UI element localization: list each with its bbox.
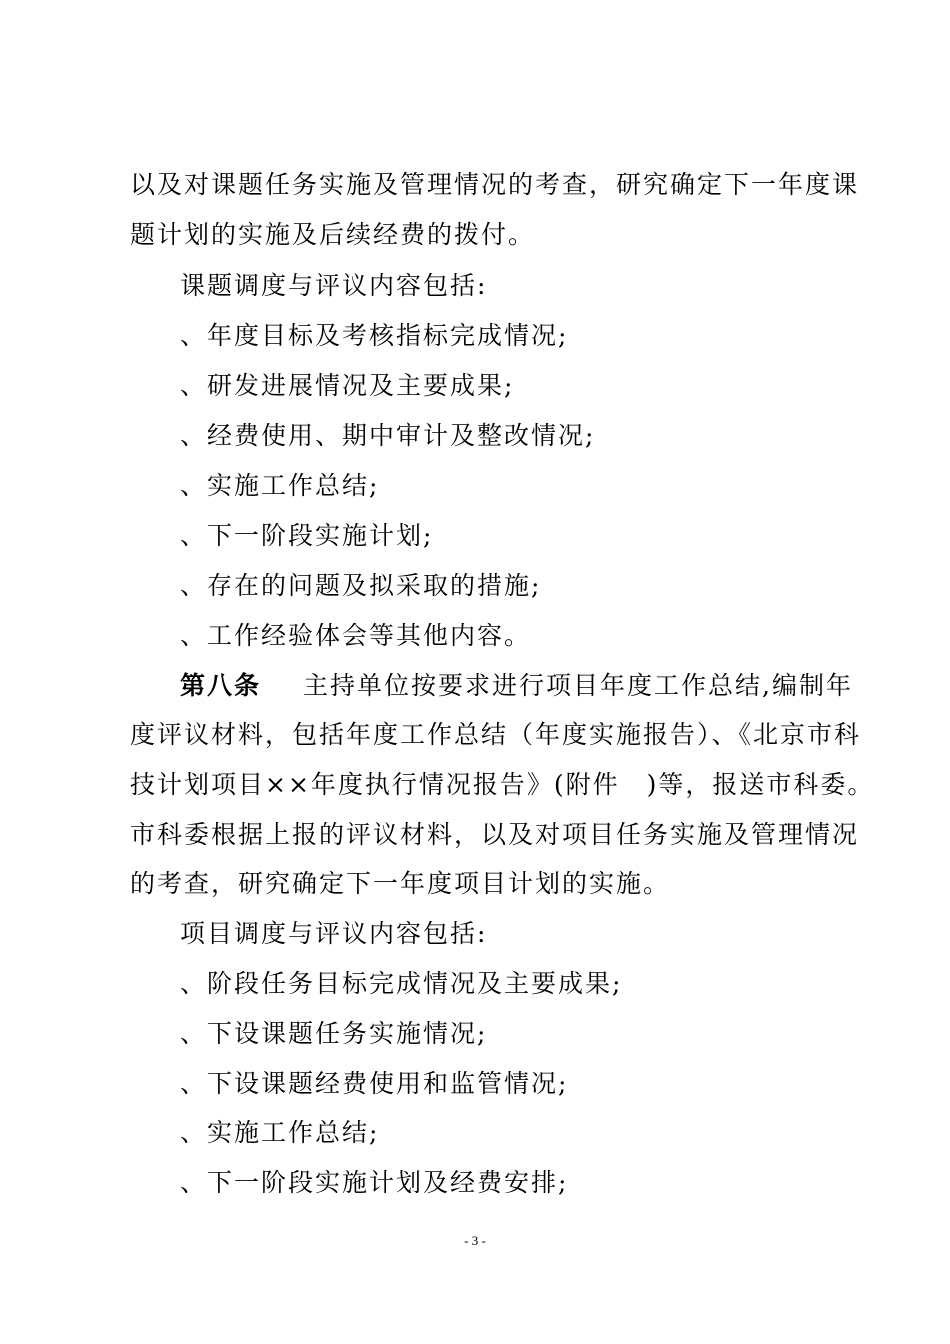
list-item: 、下设课题任务实施情况; — [180, 1019, 488, 1048]
list-item: 、下一阶段实施计划及经费安排; — [180, 1168, 569, 1197]
paragraph-line: 题计划的实施及后续经费的拨付。 — [130, 220, 536, 249]
list-item: 、下设课题经费使用和监管情况; — [180, 1069, 569, 1098]
list-item: 、阶段任务目标完成情况及主要成果; — [180, 969, 623, 998]
paragraph-line: 度评议材料，包括年度工作总结（年度实施报告）、《北京市科 — [130, 720, 862, 749]
article-text: 主持单位按要求进行项目年度工作总结,编制年 — [303, 671, 853, 700]
article-label: 第八条 — [180, 671, 262, 700]
page-number: - 3 - — [464, 1233, 486, 1248]
list-item: 、经费使用、期中审计及整改情况; — [180, 421, 596, 450]
paragraph-line: 以及对课题任务实施及管理情况的考查，研究确定下一年度课 — [130, 170, 860, 199]
list-item: 、存在的问题及拟采取的措施; — [180, 571, 542, 600]
article-paragraph-first-line — [180, 666, 853, 706]
paragraph-line: 的考查，研究确定下一年度项目计划的实施。 — [130, 869, 671, 898]
section-intro: 课题调度与评议内容包括: — [180, 271, 488, 300]
section-intro: 项目调度与评议内容包括: — [180, 919, 488, 948]
list-item: 、工作经验体会等其他内容。 — [180, 621, 532, 650]
list-item: 、研发进展情况及主要成果; — [180, 371, 515, 400]
list-item: 、实施工作总结; — [180, 1118, 380, 1147]
list-item: 、实施工作总结; — [180, 471, 380, 500]
list-item: 、年度目标及考核指标完成情况; — [180, 321, 569, 350]
list-item: 、下一阶段实施计划; — [180, 521, 434, 550]
paragraph-line: 技计划项目××年度执行情况报告》(附件 )等，报送市科委。 — [130, 770, 875, 799]
paragraph-line: 市科委根据上报的评议材料，以及对项目任务实施及管理情况 — [130, 820, 860, 849]
